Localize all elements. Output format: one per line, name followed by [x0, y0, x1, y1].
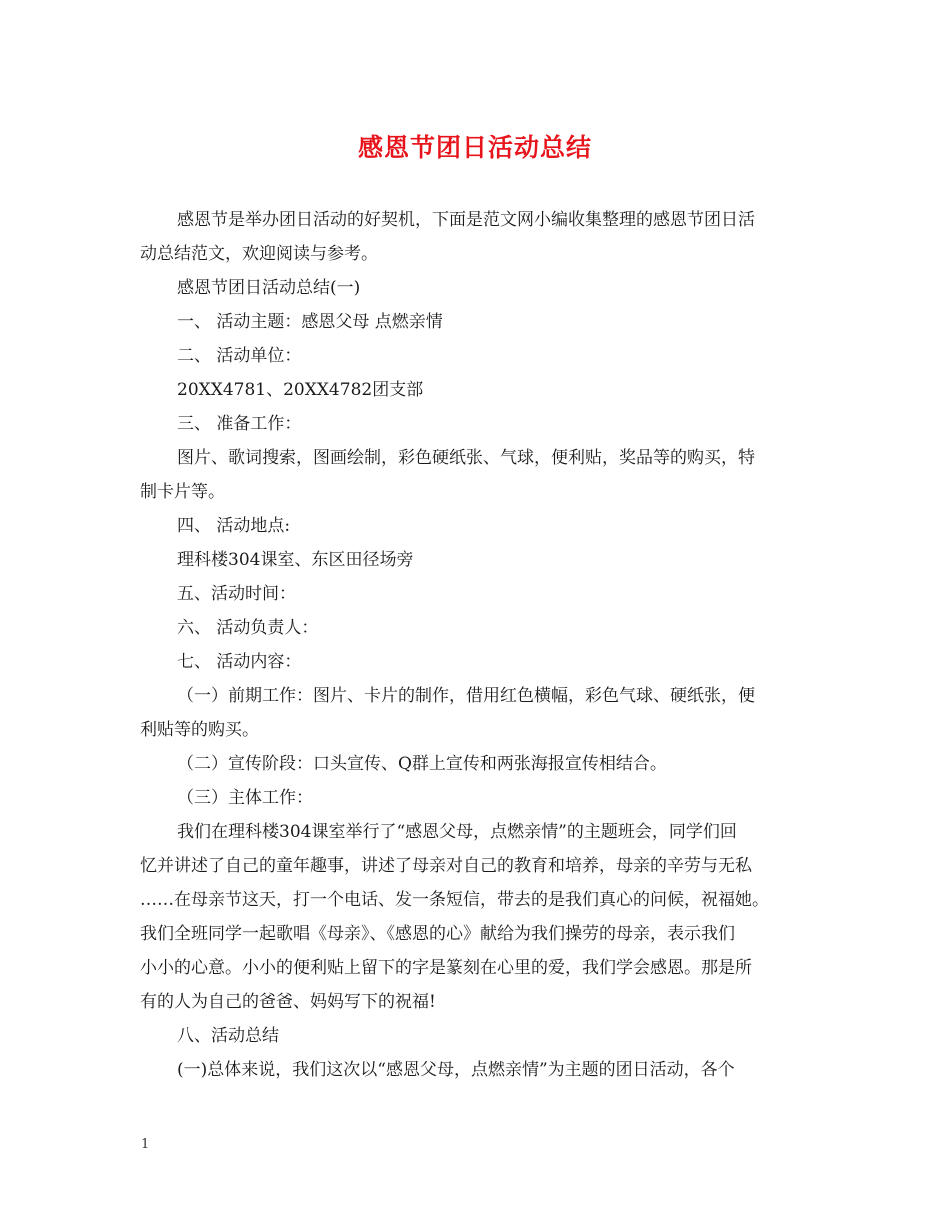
- body-line: 有的人为自己的爸爸、妈妈写下的祝福!: [140, 992, 436, 1012]
- body-line: 20XX4781、20XX4782团支部: [177, 380, 424, 400]
- body-line: (一)总体来说，我们这次以“感恩父母，点燃亲情”为主题的团日活动，各个: [177, 1060, 735, 1080]
- body-line: 理科楼304课室、东区田径场旁: [177, 550, 414, 570]
- body-line: 我们在理科楼304课室举行了“感恩父母，点燃亲情”的主题班会，同学们回: [177, 822, 737, 842]
- body-line: 四、 活动地点:: [177, 516, 291, 536]
- body-line: 图片、歌词搜索，图画绘制，彩色硬纸张、气球，便利贴，奖品等的购买，特: [177, 448, 755, 468]
- body-line: 二、 活动单位：: [177, 346, 302, 366]
- body-line: 三、 准备工作：: [177, 414, 302, 434]
- body-line: （二）宣传阶段：口头宣传、Q群上宣传和两张海报宣传相结合。: [177, 754, 667, 774]
- body-line: 动总结范文，欢迎阅读与参考。: [140, 244, 378, 264]
- body-line: （一）前期工作：图片、卡片的制作，借用红色横幅，彩色气球、硬纸张，便: [177, 686, 755, 706]
- body-line: 制卡片等。: [140, 482, 225, 502]
- body-line: 五、活动时间：: [177, 584, 296, 604]
- body-line: 感恩节团日活动总结(一): [177, 278, 361, 298]
- body-line: ……在母亲节这天，打一个电话、发一条短信，带去的是我们真心的问候，祝福她。: [140, 890, 769, 910]
- body-line: 我们全班同学一起歌唱《母亲》、《感恩的心》献给为我们操劳的母亲，表示我们: [140, 924, 735, 944]
- page-number: 1: [141, 1137, 150, 1152]
- body-line: 六、 活动负责人：: [177, 618, 319, 638]
- body-line: 八、活动总结: [177, 1026, 279, 1046]
- document-body: [140, 203, 820, 1087]
- body-line: （三）主体工作：: [177, 788, 313, 808]
- body-line: 一、 活动主题：感恩父母 点燃亲情: [177, 312, 443, 332]
- document-title: 感恩节团日活动总结: [357, 133, 592, 162]
- body-line: 利贴等的购买。: [140, 720, 259, 740]
- body-line: 忆并讲述了自己的童年趣事，讲述了母亲对自己的教育和培养，母亲的辛劳与无私: [140, 856, 752, 876]
- body-line: 小小的心意。小小的便利贴上留下的字是篆刻在心里的爱，我们学会感恩。那是所: [140, 958, 752, 978]
- body-line: 感恩节是举办团日活动的好契机，下面是范文网小编收集整理的感恩节团日活: [177, 210, 755, 230]
- body-line: 七、 活动内容：: [177, 652, 302, 672]
